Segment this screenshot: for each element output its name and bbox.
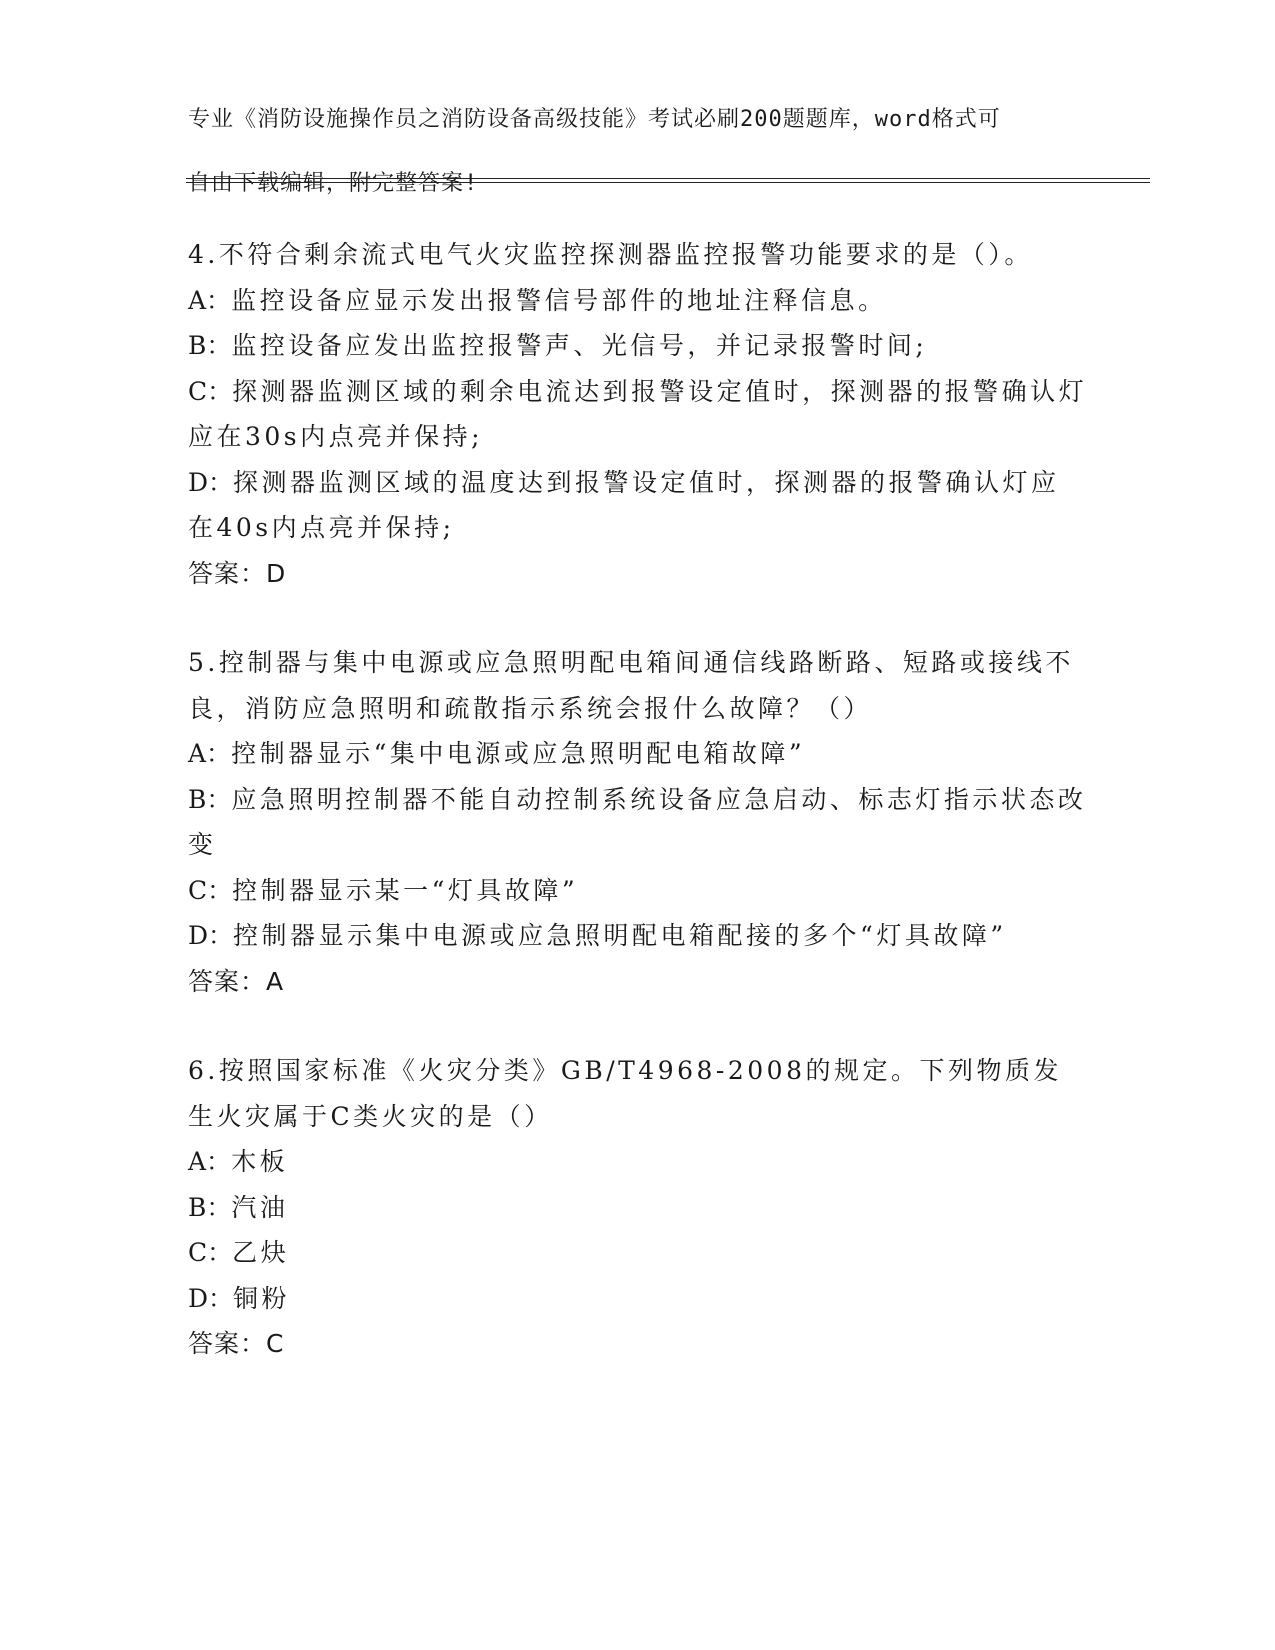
option-key: B： xyxy=(188,1192,232,1222)
option-key: B： xyxy=(188,784,232,814)
option-text: 控制器显示集中电源或应急照明配电箱配接的多个“灯具故障” xyxy=(233,921,1007,950)
option-key: C： xyxy=(188,875,233,905)
question-4 xyxy=(188,232,1088,596)
option-text: 乙炔 xyxy=(232,1238,290,1267)
question-stem: 5.控制器与集中电源或应急照明配电箱间通信线路断路、短路或接线不良，消防应急照明和疏散指示系统会报什么故障？（） xyxy=(188,648,1074,723)
option-key: D： xyxy=(188,467,234,497)
header-divider-bottom xyxy=(186,182,1150,183)
option-d xyxy=(188,1276,1088,1322)
header-line-2: 自由下载编辑，附完整答案! xyxy=(188,171,479,196)
question-list xyxy=(188,232,1088,1411)
option-key: D： xyxy=(188,921,234,950)
option-key: C： xyxy=(188,1238,233,1267)
option-key: D： xyxy=(188,1283,234,1313)
option-text: 探测器监测区域的剩余电流达到报警设定值时，探测器的报警确认灯应在30s内点亮并保持; xyxy=(188,376,1088,451)
option-text: 汽油 xyxy=(231,1192,289,1222)
answer-line: 答案：A xyxy=(188,966,285,996)
option-c xyxy=(188,369,1088,460)
option-b xyxy=(188,323,1088,369)
option-text: 监控设备应显示发出报警信号部件的地址注释信息。 xyxy=(231,285,887,315)
option-text: 控制器显示某一“灯具故障” xyxy=(232,875,579,905)
option-text: 监控设备应发出监控报警声、光信号，并记录报警时间; xyxy=(231,331,928,360)
option-d xyxy=(188,460,1088,551)
option-a xyxy=(188,1139,1088,1185)
option-a xyxy=(188,278,1088,324)
question-5 xyxy=(188,640,1088,1004)
header-divider-top xyxy=(186,178,1150,179)
question-stem: 6.按照国家标准《火灾分类》GB/T4968-2008的规定。下列物质发生火灾属于C类火灾的是（） xyxy=(188,1056,1062,1131)
document-header xyxy=(188,72,1068,232)
option-d xyxy=(188,913,1088,959)
option-b xyxy=(188,1185,1088,1231)
option-text: 探测器监测区域的温度达到报警设定值时，探测器的报警确认灯应在40s内点亮并保持; xyxy=(188,467,1060,542)
header-line-1: 专业《消防设施操作员之消防设备高级技能》考试必刷200题题库，word格式可 xyxy=(188,107,1001,132)
option-c xyxy=(188,868,1088,914)
option-b xyxy=(188,777,1088,868)
option-key: C： xyxy=(188,376,233,406)
option-key: B： xyxy=(188,331,232,360)
option-text: 木板 xyxy=(231,1147,289,1176)
option-key: A： xyxy=(188,285,232,315)
option-text: 控制器显示“集中电源或应急照明配电箱故障” xyxy=(231,739,806,768)
option-key: A： xyxy=(188,1147,232,1176)
option-text: 应急照明控制器不能自动控制系统设备应急启动、标志灯指示状态改变 xyxy=(188,784,1087,859)
option-key: A： xyxy=(188,739,232,768)
question-6 xyxy=(188,1048,1088,1367)
option-text: 铜粉 xyxy=(233,1283,291,1313)
option-a xyxy=(188,731,1088,777)
answer-line: 答案：C xyxy=(188,1329,285,1358)
option-c xyxy=(188,1230,1088,1276)
answer-line: 答案：D xyxy=(188,558,287,588)
question-stem: 4.不符合剩余流式电气火灾监控探测器监控报警功能要求的是（）。 xyxy=(188,240,1033,269)
